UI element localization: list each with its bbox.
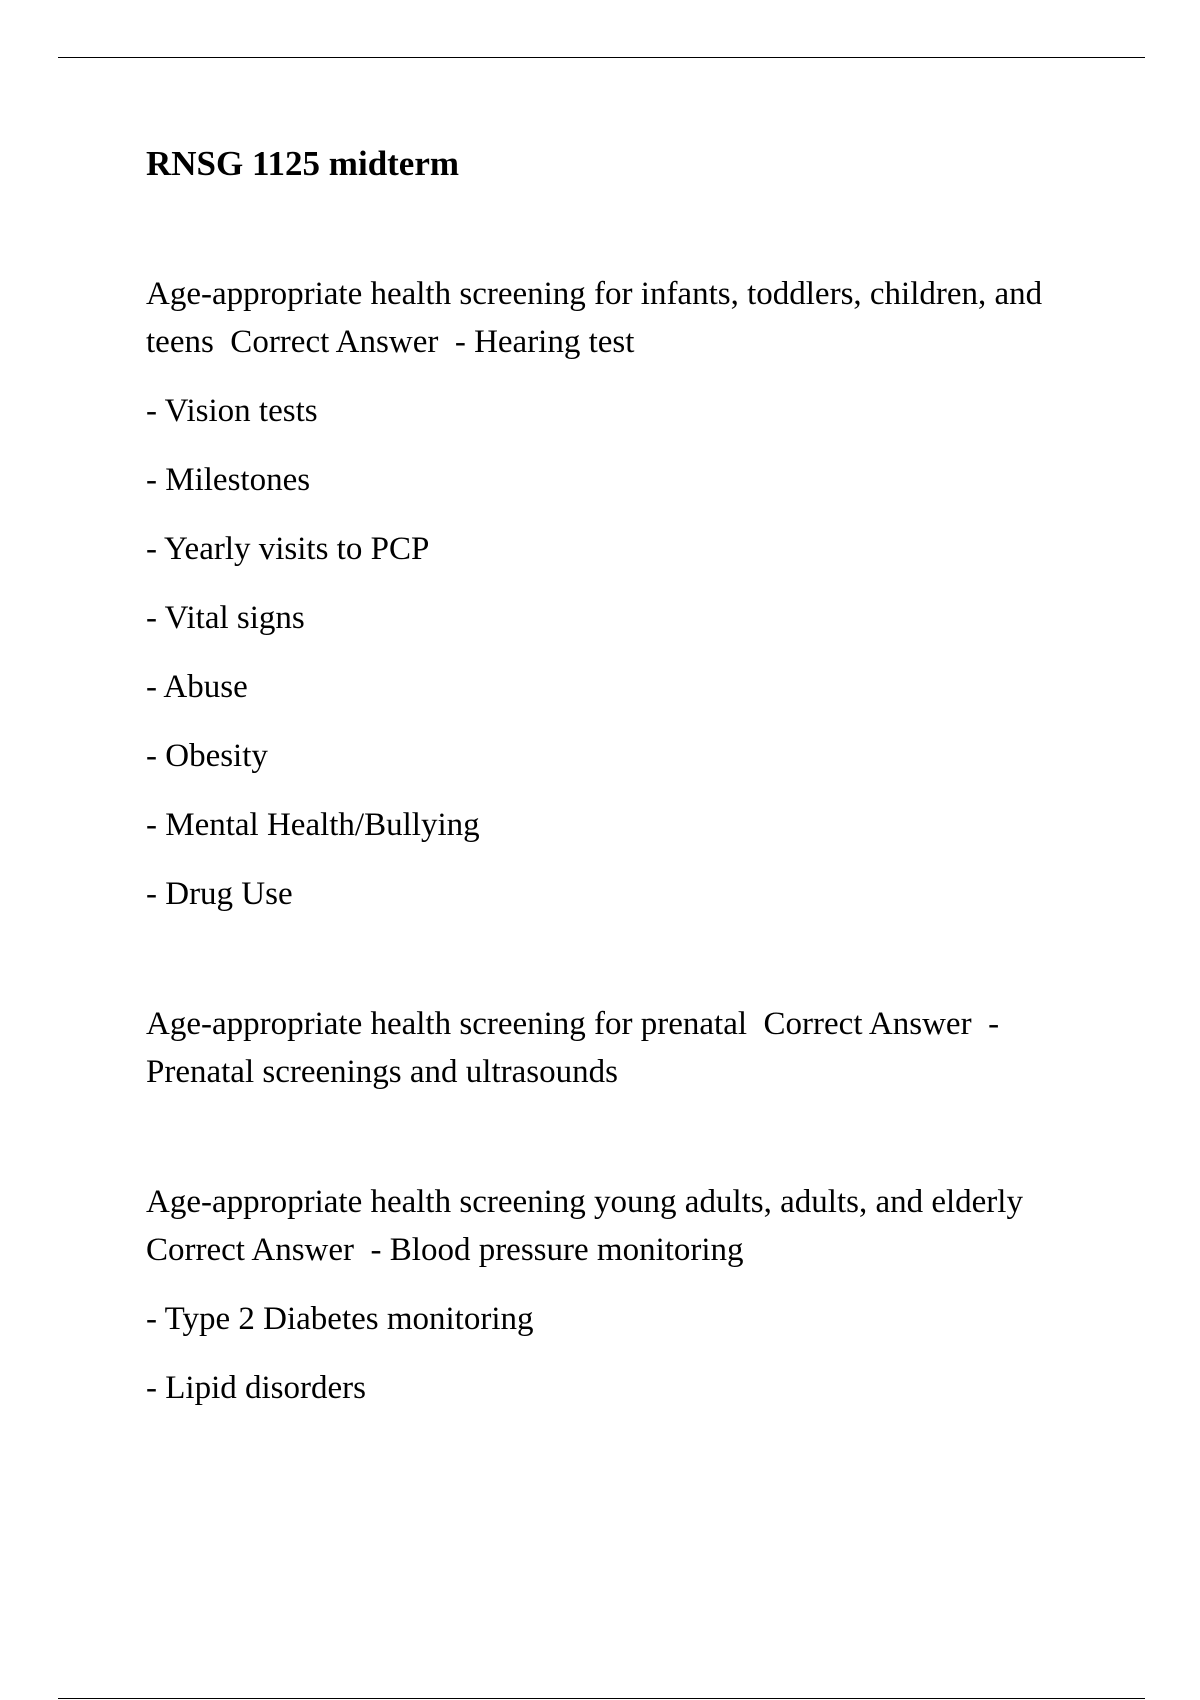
document-body — [146, 140, 1106, 1412]
list-item: - Lipid disorders — [146, 1370, 366, 1406]
list-item: - Vision tests — [146, 393, 318, 429]
list-item: - Mental Health/Bullying — [146, 807, 480, 843]
list-item: - Abuse — [146, 669, 248, 705]
list-item: - Vital signs — [146, 600, 305, 636]
list-item: - Milestones — [146, 462, 311, 498]
list-item: - Yearly visits to PCP — [146, 531, 430, 567]
question-1: Age-appropriate health screening for infants, toddlers, children, and teens Correct Answer - Hearing test — [146, 276, 1051, 360]
question-2: Age-appropriate health screening for prenatal Correct Answer - Prenatal screenings and ultrasounds — [146, 1006, 1008, 1090]
list-item: - Obesity — [146, 738, 268, 774]
top-divider — [58, 57, 1145, 58]
list-item: - Type 2 Diabetes monitoring — [146, 1301, 534, 1337]
document-title: RNSG 1125 midterm — [146, 144, 460, 183]
list-item: - Drug Use — [146, 876, 293, 912]
bottom-divider — [58, 1698, 1145, 1699]
question-3: Age-appropriate health screening young adults, adults, and elderly Correct Answer - Blood pressure monitoring — [146, 1184, 1040, 1268]
